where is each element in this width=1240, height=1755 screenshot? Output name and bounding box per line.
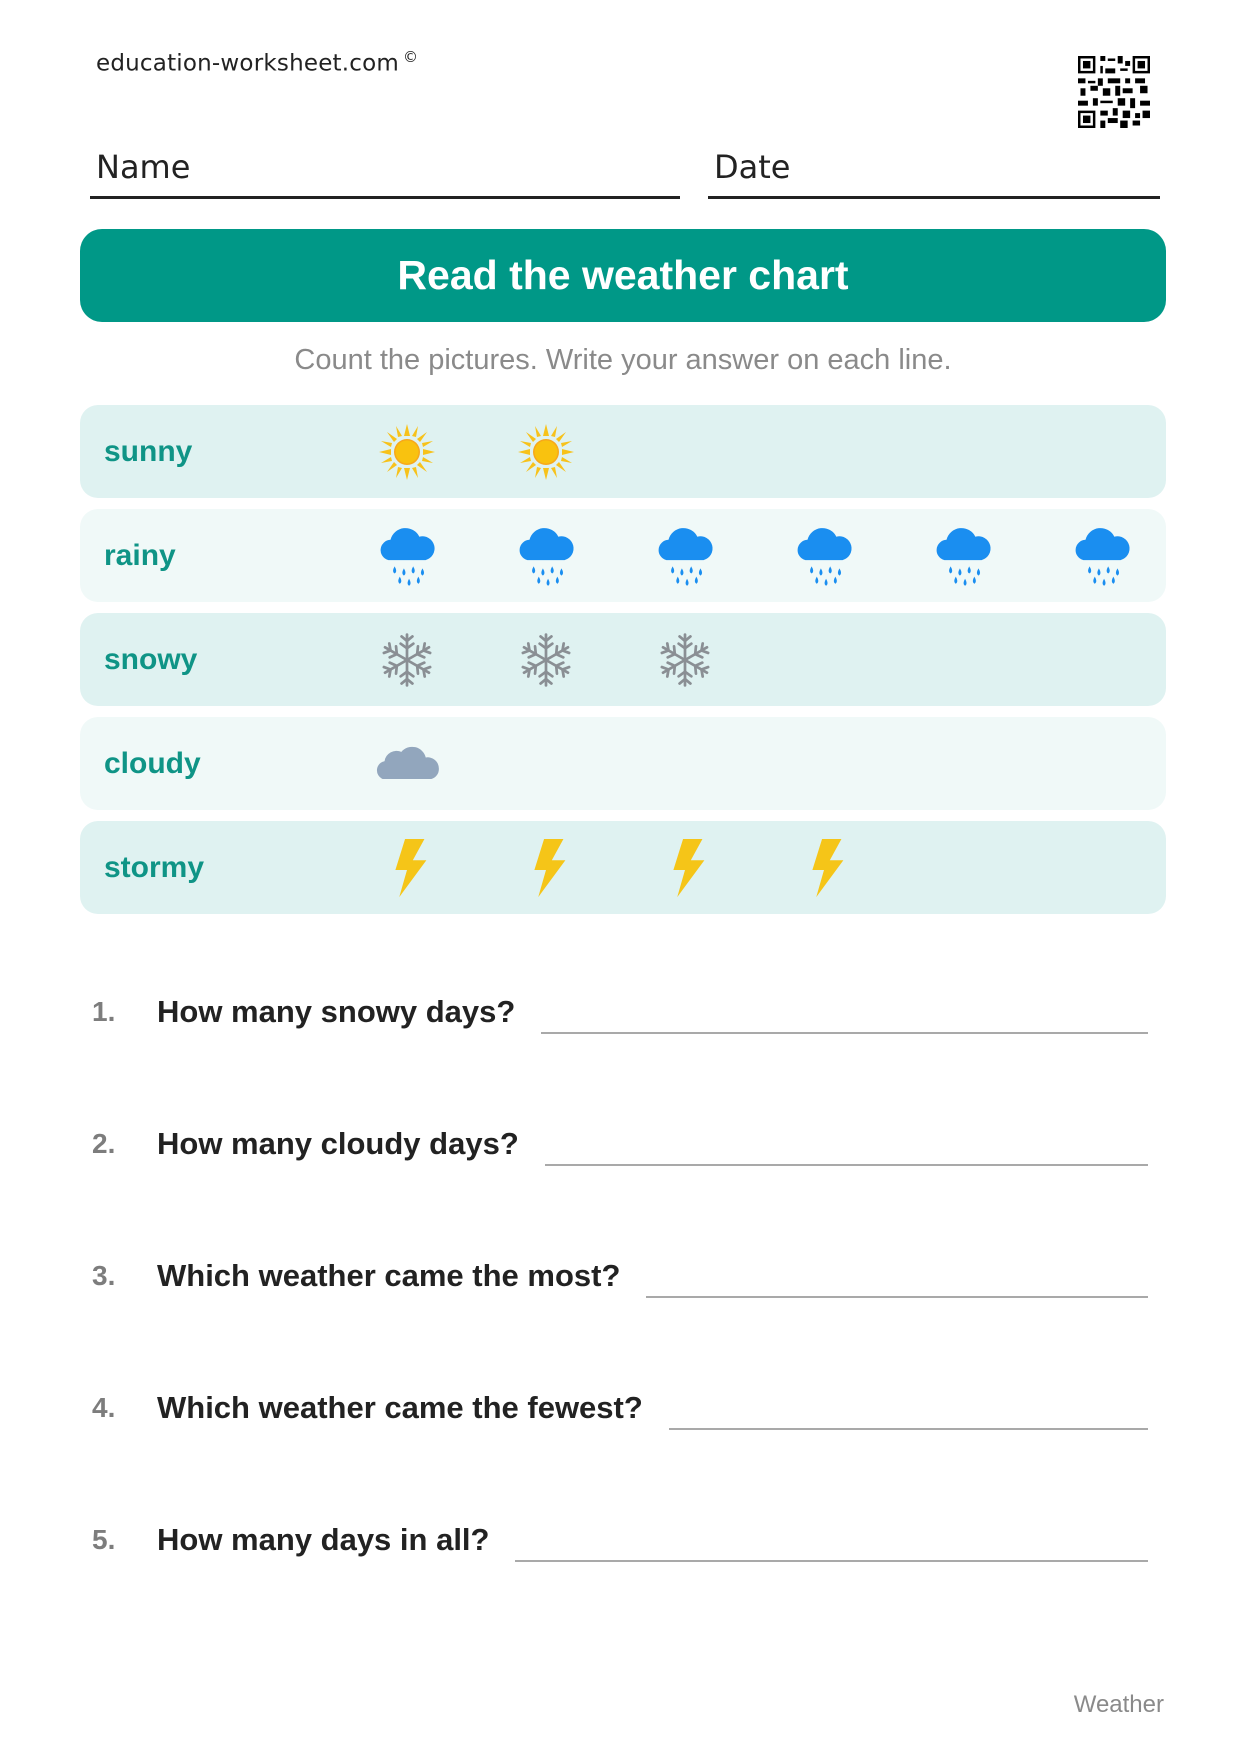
question-2	[92, 1122, 1148, 1166]
snowflake-icon	[337, 613, 476, 706]
site-name-text: education-worksheet.com	[96, 50, 399, 77]
weather-label: stormy	[104, 851, 205, 884]
weather-chart	[80, 405, 1166, 925]
question-text: How many days in all?	[157, 1522, 490, 1557]
chart-row-cloudy	[80, 717, 1166, 810]
cloud-icon	[337, 717, 476, 810]
name-label: Name	[96, 148, 191, 186]
weather-label: cloudy	[104, 747, 201, 780]
rain-cloud-icon	[337, 509, 476, 602]
rain-cloud-icon	[754, 509, 893, 602]
weather-pictures	[337, 717, 476, 810]
weather-label: sunny	[104, 435, 193, 468]
date-label: Date	[714, 148, 791, 186]
question-number: 3.	[92, 1260, 116, 1291]
page-title: Read the weather chart	[397, 252, 849, 298]
question-text: Which weather came the fewest?	[157, 1390, 643, 1425]
lightning-icon	[754, 821, 893, 914]
lightning-icon	[476, 821, 615, 914]
answer-line[interactable]	[545, 1164, 1148, 1166]
rain-cloud-icon	[893, 509, 1032, 602]
answer-line[interactable]	[646, 1296, 1148, 1298]
rain-cloud-icon	[615, 509, 754, 602]
question-5	[92, 1518, 1148, 1562]
answer-line[interactable]	[515, 1560, 1148, 1562]
rain-cloud-icon	[1032, 509, 1171, 602]
question-text: Which weather came the most?	[157, 1258, 621, 1293]
name-field[interactable]	[90, 140, 680, 199]
weather-pictures	[337, 405, 615, 498]
question-text: How many snowy days?	[157, 994, 516, 1029]
question-number: 4.	[92, 1392, 116, 1423]
question-number: 1.	[92, 996, 116, 1027]
footer-topic: Weather	[1073, 1691, 1164, 1718]
lightning-icon	[615, 821, 754, 914]
weather-label: rainy	[104, 539, 176, 572]
snowflake-icon	[615, 613, 754, 706]
question-1	[92, 990, 1148, 1034]
question-4	[92, 1386, 1148, 1430]
copyright-symbol: ©	[403, 48, 419, 66]
lightning-icon	[337, 821, 476, 914]
weather-pictures	[337, 613, 754, 706]
title-banner	[80, 229, 1166, 322]
snowflake-icon	[476, 613, 615, 706]
weather-pictures	[337, 509, 1171, 602]
chart-row-snowy	[80, 613, 1166, 706]
weather-label: snowy	[104, 643, 198, 676]
date-field[interactable]	[708, 140, 1160, 199]
question-number: 2.	[92, 1128, 116, 1159]
chart-row-sunny	[80, 405, 1166, 498]
rain-cloud-icon	[476, 509, 615, 602]
sun-icon	[337, 405, 476, 498]
instructions: Count the pictures. Write your answer on each line.	[294, 344, 952, 376]
answer-line[interactable]	[541, 1032, 1148, 1034]
site-name	[96, 48, 418, 77]
question-3	[92, 1254, 1148, 1298]
sun-icon	[476, 405, 615, 498]
chart-row-stormy	[80, 821, 1166, 914]
answer-line[interactable]	[669, 1428, 1148, 1430]
weather-pictures	[337, 821, 893, 914]
question-text: How many cloudy days?	[157, 1126, 519, 1161]
chart-row-rainy	[80, 509, 1166, 602]
question-number: 5.	[92, 1524, 116, 1555]
qr-code-icon	[1078, 56, 1150, 128]
